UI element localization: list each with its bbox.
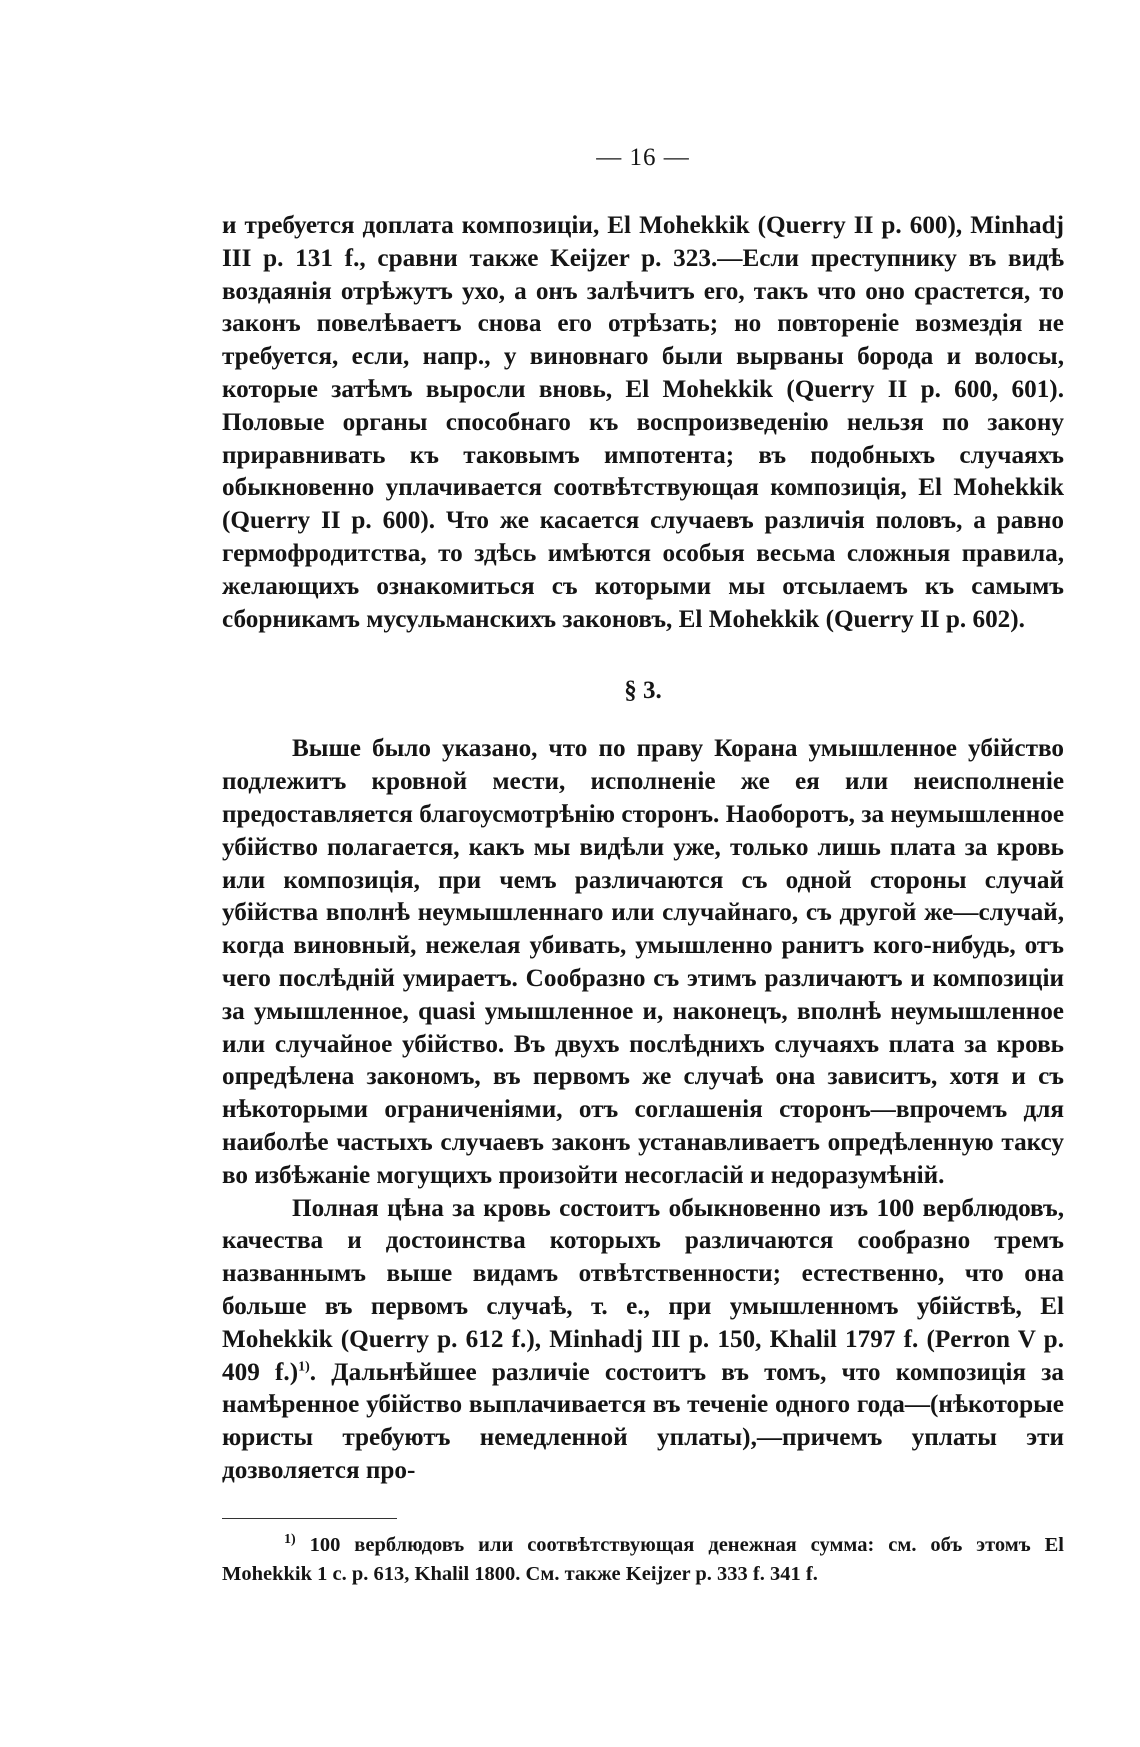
paragraph-blood-revenge: Выше было указано, что по праву Корана умышленное убійство подлежитъ кровной мести, исполненіе же ея или неисполненіе предоставляется благоусмотрѣнію сторонъ. Наоборотъ, за неумышленное убійство полагается, какъ мы видѣли уже, только лишь плата за кровь или композиція, при чемъ различаются съ одной стороны случай убійства вполнѣ неумышленнаго или случайнаго, съ другой же—случай, когда виновный, нежелая убивать, умышленно ранитъ кого-нибудь, отъ чего послѣдній умираетъ. Сообразно съ этимъ различаютъ и композиціи за умышленное, quasi умышленное и, наконецъ, вполнѣ неумышленное или случайное убійство. Въ двухъ послѣднихъ случаяхъ плата за кровь опредѣлена закономъ, въ первомъ же случаѣ она зависитъ, хотя и съ нѣкоторыми ограниченіями, отъ соглашенія сторонъ—впрочемъ для наиболѣе частыхъ случаевъ законъ устанавливаетъ опредѣленную таксу во избѣжаніе могущихъ произойти несогласій и недоразумѣній. bbox=[222, 735, 1064, 1189]
footnote bbox=[222, 1531, 1064, 1589]
footnote-reference[interactable]: 1) bbox=[298, 1359, 310, 1375]
paragraph-blood-price-text: Полная цѣна за кровь состоитъ обыкновенно изъ 100 верблюдовъ, качества и достоинства которыхъ различаются сообразно тремъ названнымъ выше видамъ отвѣтственности; естественно, что она больше въ первомъ случаѣ, т. е., при умышленномъ убійствѣ, El Mohekkik (Querry р. 612 f.), Minhadj III р. 150, Khalil 1797 f. (Perron V р. 409 f.) bbox=[222, 1194, 1064, 1386]
section-heading: § 3. bbox=[624, 677, 662, 705]
paragraph-continuation: и требуется доплата композиціи, El Mohekkik (Querry II р. 600), Minhadj III р. 131 f., сравни также Keijzer р. 323.—Если преступнику въ видѣ воздаянія отрѣжутъ ухо, а онъ залѣчитъ его, такъ что оно срастется, то законъ повелѣваетъ снова его отрѣзать; но повтореніе возмездія не требуется, если, напр., у виновнаго были вырваны борода и волосы, которые затѣмъ выросли вновь, El Mohekkik (Querry II р. 600, 601). Половые органы способнаго къ воспроизведенію нельзя по закону приравнивать къ таковымъ импотента; въ подобныхъ случаяхъ обыкновенно уплачивается соотвѣтствующая композиція, El Mohekkik (Querry II р. 600). Что же касается случаевъ различія половъ, а равно гермофродитства, то здѣсь имѣются особыя весьма сложныя правила, желающихъ ознакомиться съ которыми мы отсылаемъ къ самымъ сборникамъ мусульманскихъ законовъ, El Mohekkik (Querry II р. 602). bbox=[222, 212, 1064, 633]
page-number: — 16 — bbox=[596, 144, 690, 171]
document-page bbox=[222, 138, 1064, 1589]
footnote-text: 100 верблюдовъ или соотвѣтствующая денежная сумма: см. объ этомъ El Mohekkik 1 с. р. 613, Khalil 1800. См. также Keijzer р. 333 f. 341 f. bbox=[222, 1533, 1064, 1585]
footnote-divider bbox=[222, 1518, 397, 1519]
footnote-mark: 1) bbox=[284, 1531, 296, 1547]
paragraph-blood-price bbox=[222, 1193, 1064, 1488]
paragraph-blood-price-tail: . Дальнѣйшее различіе состоитъ въ томъ, что композиція за намѣренное убійство выплачивается въ теченіе одного года—(нѣкоторые юристы требуютъ немедленной уплаты),—причемъ уплаты эти дозволяется про- bbox=[222, 1358, 1064, 1484]
